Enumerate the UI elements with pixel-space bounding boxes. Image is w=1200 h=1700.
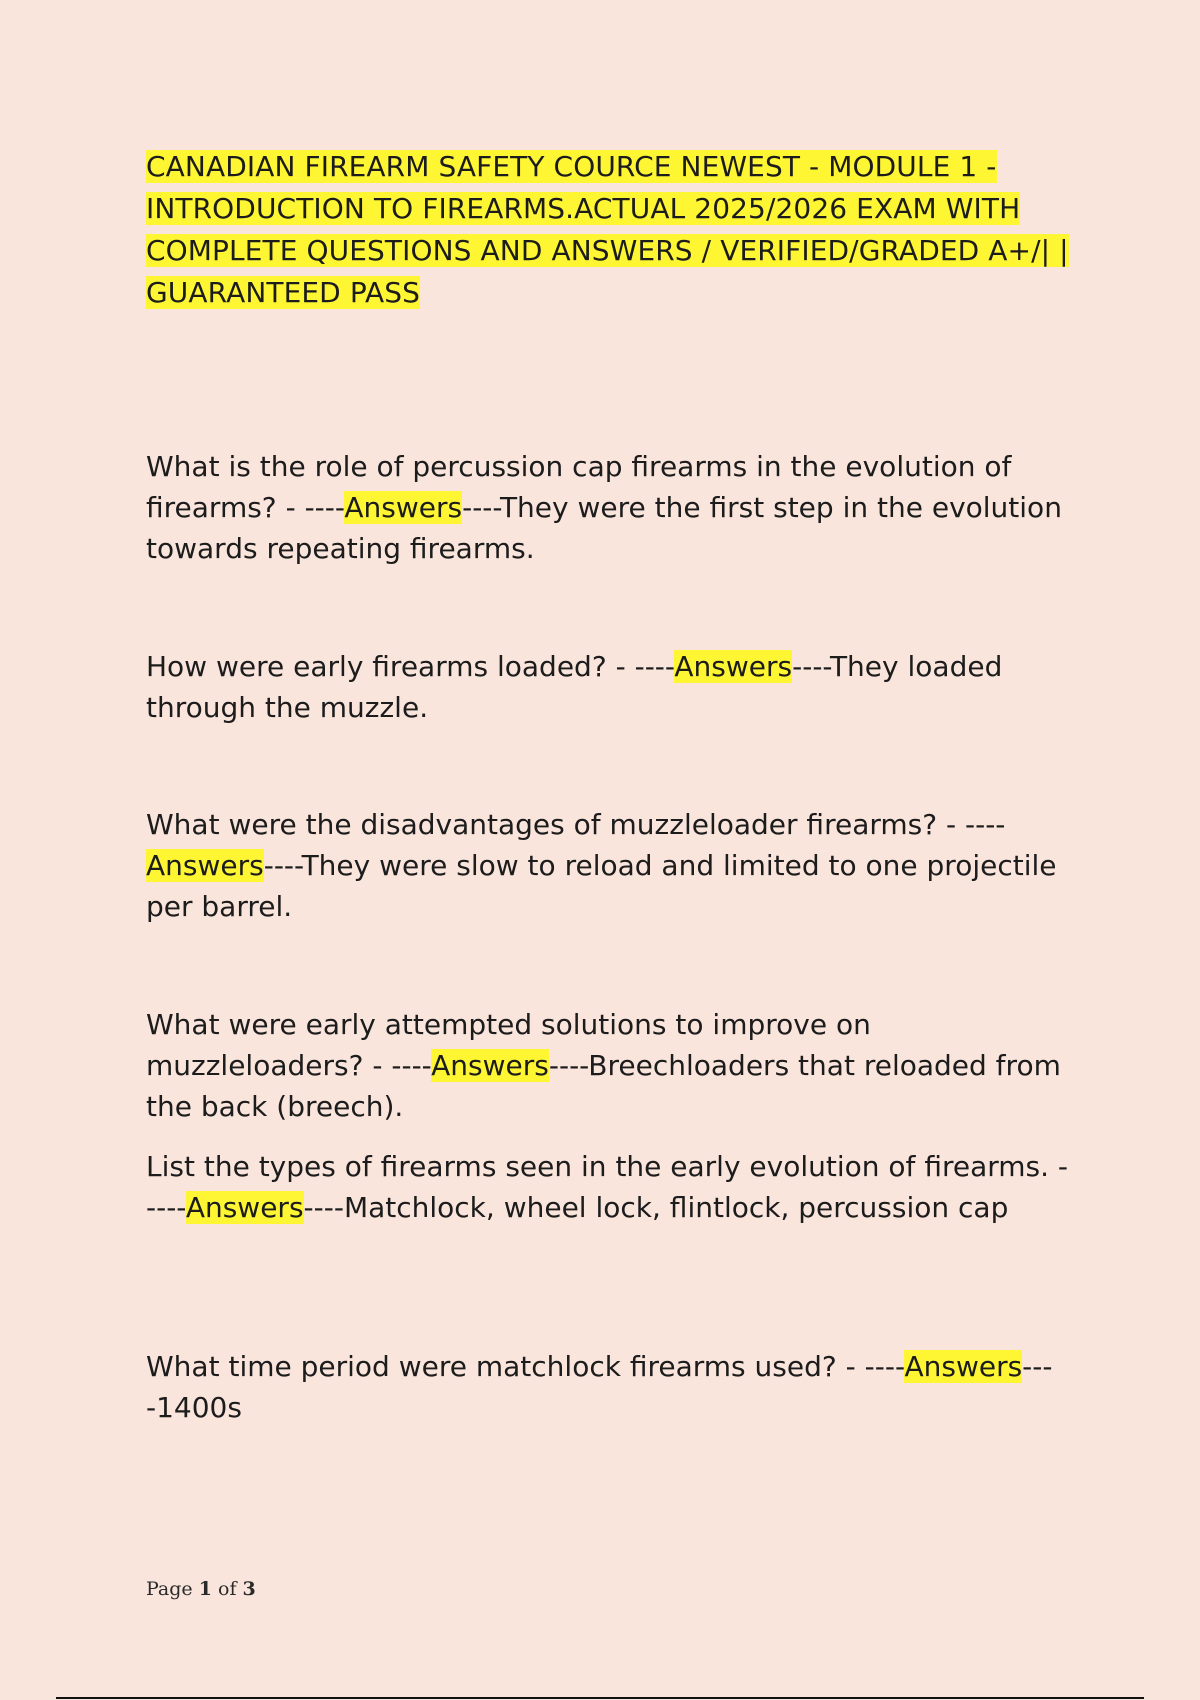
document-header	[146, 146, 1076, 314]
answer-marker: Answers	[431, 1049, 549, 1082]
page-separator: of	[218, 1578, 237, 1600]
bottom-rule	[56, 1697, 1144, 1699]
page-footer	[146, 1578, 256, 1600]
answer-text: ----Matchlock, wheel lock, flintlock, percussion cap	[303, 1191, 1009, 1224]
answer-text: ----Breechloaders that reloaded from the back (breech).	[146, 1049, 1061, 1123]
answer-text: ----They were the first step in the evolution towards repeating firearms.	[146, 491, 1062, 565]
answer-marker: Answers	[146, 849, 264, 882]
qa-item	[146, 646, 1076, 728]
answer-marker: Answers	[904, 1350, 1023, 1383]
qa-item	[146, 1346, 1076, 1428]
answer-marker: Answers	[674, 650, 793, 683]
question-text: List the types of firearms seen in the early evolution of firearms. - ----	[146, 1150, 1069, 1224]
question-text: What time period were matchlock firearms used? - ----	[146, 1350, 905, 1383]
answer-text: ----1400s	[146, 1350, 1053, 1424]
page-label: Page	[146, 1578, 193, 1600]
answer-marker: Answers	[344, 491, 463, 524]
page-total: 3	[242, 1578, 256, 1600]
question-text: What were the disadvantages of muzzleloader firearms? - ----	[146, 808, 1005, 841]
answer-text: ----They were slow to reload and limited to one projectile per barrel.	[146, 849, 1057, 923]
question-text: What is the role of percussion cap firearms in the evolution of firearms? - ----	[146, 450, 1012, 524]
qa-item	[146, 1004, 1076, 1127]
question-text: What were early attempted solutions to improve on muzzleloaders? - ----	[146, 1008, 871, 1082]
question-text: How were early firearms loaded? - ----	[146, 650, 675, 683]
qa-item	[146, 1146, 1076, 1228]
answer-text: ----They loaded through the muzzle.	[146, 650, 1003, 724]
document-title	[146, 146, 1076, 314]
qa-item	[146, 446, 1076, 569]
qa-item	[146, 804, 1076, 927]
page-current: 1	[198, 1578, 212, 1600]
answer-marker: Answers	[185, 1191, 304, 1224]
document-title-text: CANADIAN FIREARM SAFETY COURCE NEWEST - MODULE 1 - INTRODUCTION TO FIREARMS.ACTUAL 2025/2026 EXAM WITH COMPLETE QUESTIONS AND ANSWERS / VERIFIED/GRADED A+/| | GUARANTEED PASS	[146, 150, 1069, 309]
